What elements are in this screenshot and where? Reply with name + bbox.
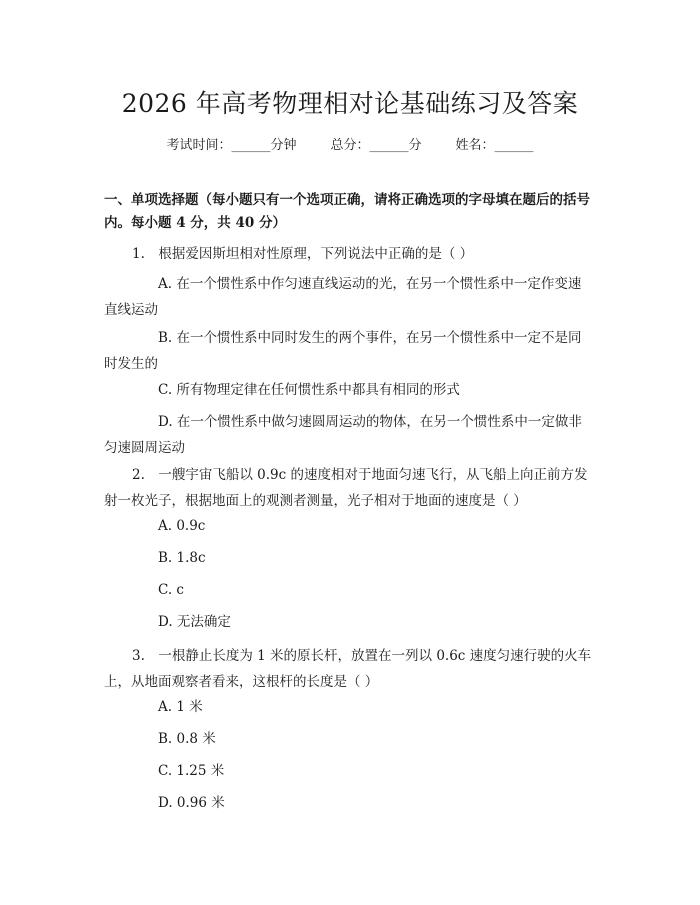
- question-3-stem: 3. 一根静止长度为 1 米的原长杆，放置在一列以 0.6c 速度匀速行驶的火车上，从地面观察者看来，这根杆的长度是（ ）: [104, 648, 592, 690]
- name-field: 姓名：______: [455, 138, 534, 153]
- section-heading: 一、单项选择题（每小题只有一个选项正确，请将正确选项的字母填在题后的括号内。每小题 4 分，共 40 分）: [104, 192, 590, 231]
- question-1-option-b: B. 在一个惯性系中同时发生的两个事件，在另一个惯性系中一定不是同时发生的: [104, 330, 582, 372]
- total-score-field: 总分：______分: [330, 138, 422, 153]
- question-2-option-c: C. c: [158, 582, 184, 598]
- question-2-option-a: A. 0.9c: [158, 518, 206, 534]
- question-1-option-a: A. 在一个惯性系中作匀速直线运动的光，在另一个惯性系中一定作变速直线运动: [104, 276, 582, 318]
- question-2-stem: 2. 一艘宇宙飞船以 0.9c 的速度相对于地面匀速飞行，从飞船上向正前方发射一枚光子，根据地面上的观测者测量，光子相对于地面的速度是（ ）: [104, 467, 588, 509]
- question-3-option-d: D. 0.96 米: [158, 795, 225, 811]
- exam-time-field: 考试时间：______分钟: [166, 138, 297, 153]
- question-1-stem: 1. 根据爱因斯坦相对性原理，下列说法中正确的是（ ）: [132, 246, 474, 262]
- question-2-option-b: B. 1.8c: [158, 550, 206, 566]
- question-3-option-a: A. 1 米: [158, 699, 203, 715]
- question-3-option-c: C. 1.25 米: [158, 763, 225, 779]
- question-2-option-d: D. 无法确定: [158, 614, 231, 630]
- question-3-option-b: B. 0.8 米: [158, 731, 216, 747]
- question-1-option-c: C. 所有物理定律在任何惯性系中都具有相同的形式: [158, 382, 460, 398]
- page-title: 2026 年高考物理相对论基础练习及答案: [121, 89, 579, 118]
- exam-info-line: [0, 134, 700, 153]
- question-1-option-d: D. 在一个惯性系中做匀速圆周运动的物体，在另一个惯性系中一定做非匀速圆周运动: [104, 414, 582, 456]
